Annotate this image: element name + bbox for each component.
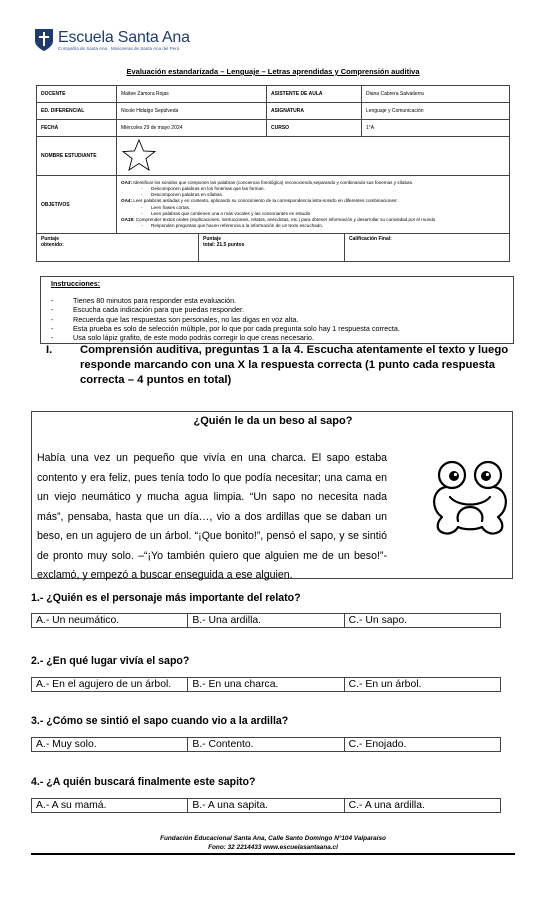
oa3-sub1: Descomponen palabras en los fonemas que las forman. [151,185,265,191]
curso-value: 1°A [362,120,510,137]
asignatura-value: Lenguaje y Comunicación [362,103,510,120]
objetivos-label: OBJETIVOS [37,176,117,234]
ed-label: ED. DIFERENCIAL [37,103,117,120]
oa18-code: OA18: [121,216,135,222]
asistente-label: ASISTENTE DE AULA [267,86,362,103]
section-text: Comprensión auditiva, preguntas 1 a la 4. Escucha atentamente el texto y luego responde marcando con una X la respuesta correcta (1 punto cada respuesta correcta – 4 puntos en total) [80,344,509,386]
answer-option[interactable]: C.- En un árbol. [344,678,500,692]
nombre-field[interactable] [117,137,510,176]
puntaje-total-label-2: total: 21.5 puntos [203,242,245,248]
answers-2 [31,677,501,692]
school-logo [34,28,234,54]
list-item: - Recuerda que las respuestas son personales, no las digas en voz alta. [51,314,299,324]
oa18-sub1: Responden preguntas que hacen referencia a la información de un texto escuchado. [151,223,324,229]
puntaje-total [199,234,345,262]
answers-1 [31,613,501,628]
asistente-value: Diana Cabrera Salvatierra [362,86,510,103]
question-2: 2.- ¿En qué lugar vivía el sapo? [31,655,190,667]
oa4-text: Leer palabras aisladas y en contexto, aplicando su conocimiento de la correspondencia letra-sonido en diferentes combinaciones: [133,198,398,204]
asignatura-label: ASIGNATURA [267,103,362,120]
ed-value: Nicole Hidalgo Sepúlveda [117,103,267,120]
answers-4 [31,798,501,813]
answer-option[interactable]: A.- Un neumático. [32,614,188,628]
answer-option[interactable]: A.- Muy solo. [32,738,188,752]
answer-option[interactable]: C.- Enojado. [344,738,500,752]
answer-option[interactable]: A.- A su mamá. [32,799,188,813]
story-title: ¿Quién le da un beso al sapo? [193,415,353,427]
fecha-value: Miércoles 29 de mayo 2024 [117,120,267,137]
answers-3 [31,737,501,752]
docente-value: Maitee Zamora Rojas [117,86,267,103]
calificacion-label: Calificación Final: [349,236,392,242]
question-3: 3.- ¿Cómo se sintió el sapo cuando vio a la ardilla? [31,715,289,727]
objetivos-list: OA3: Identificar los sonidos que componen las palabras (conciencia fonológica) reconociendo,separando y combinando sus fonemas y sílabas. - Descomponen palabras en los fonemas que las forman. - Descomponen palabras en sílabas. OA4: Leer palabras aisladas y en contexto, aplicando su conocimiento de la correspondencia letra-sonido en diferentes combinaciones: - Leen frases cortas. - Leen palabras que contienen una o más vocales y las consonantes en estudio OA18: Comprender textos orales (explicaciones, instrucciones, relatos, anécdotas, etc.) para obtener información y desarrollar su curiosidad por el mundo - Responden preguntas que hacen referencia a la información de un texto escuchado. [117,176,510,234]
puntaje-obtenido-label-1: Puntaje [41,236,60,242]
answer-option[interactable]: B.- En una charca. [188,678,344,692]
instructions-title: Instrucciones: [51,279,101,288]
list-item: - Esta prueba es solo de selección múltiple, por lo que por cada pregunta solo hay 1 respuesta correcta. [51,323,400,333]
answer-option[interactable]: A.- En el agujero de un árbol. [32,678,188,692]
oa4-code: OA4: [121,198,132,204]
school-name: Escuela Santa Ana [58,29,190,46]
curso-label: CURSO [267,120,362,137]
instructions-box [40,276,514,344]
star-icon [121,139,157,171]
nombre-label: NOMBRE ESTUDIANTE [37,137,117,176]
question-4: 4.- ¿A quién buscará finalmente este sapito? [31,776,256,788]
fecha-label: FECHA [37,120,117,137]
footer-contact: Fono: 32 2214433 www.escuelasantaana.cl [208,844,338,851]
answer-option[interactable]: B.- Contento. [188,738,344,752]
frog-illustration-icon [428,457,512,539]
shield-icon [34,28,54,52]
section-number: I. [46,344,53,356]
oa3-code: OA3: [121,179,132,185]
puntaje-obtenido-label-2: obtenido: [41,242,64,248]
answer-option[interactable]: B.- Una ardilla. [188,614,344,628]
footer-address: Fundación Educacional Santa Ana, Calle Santo Domingo N°104 Valparaíso [160,835,386,842]
footer-divider [31,853,515,855]
list-item: - Escucha cada indicación para que puedas responder. [51,305,245,315]
school-subtitle: Compañía de Santa Ana · Misioneras de Santa Ana del Perú [58,46,180,51]
list-item: - Usa solo lápiz grafito, de este modo podrás corregir lo que creas necesario. [51,333,314,343]
document-title: Evaluación estandarizada – Lenguaje – Letras aprendidas y Comprensión auditiva [126,67,420,76]
answer-option[interactable]: C.- A una ardilla. [344,799,500,813]
story-box [31,411,513,579]
oa4-sub2: Leen palabras que contienen una o más vocales y las consonantes en estudio [151,210,311,216]
docente-label: DOCENTE [37,86,117,103]
oa3-sub2: Descomponen palabras en sílabas. [151,192,224,198]
instructions-list [51,296,503,342]
list-item: - Tienes 80 minutos para responder esta evaluación. [51,296,237,305]
answer-option[interactable]: B.- A una sapita. [188,799,344,813]
score-table [36,233,510,262]
puntaje-total-label-1: Puntaje [203,236,222,242]
oa18-text: Comprender textos orales (explicaciones, instrucciones, relatos, anécdotas, etc.) para obtener información y desarrollar su curiosidad por el mundo [135,216,436,222]
calificacion-final[interactable] [345,234,510,262]
puntaje-obtenido[interactable] [37,234,199,262]
answer-option[interactable]: C.- Un sapo. [344,614,500,628]
story-text: Había una vez un pequeño que vivía en una charca. El sapo estaba contento y era feliz, pues tenía todo lo que podía necesitar; una cama en un viejo neumático y mucha agua limpia. “Un sapo no necesita nada más”, pensaba, hasta que un día…, vio a dos ardillas que se daban un beso, en un agujero de un árbol. “¡Que bonito!”, pensó el sapo, y se sintió de pronto muy solo. –“¡Yo también quiero que alguien me de un beso!”- exclamó, y empezó a buscar enseguida a ese alguien. [37,452,387,581]
info-table [36,85,510,234]
oa4-sub1: Leen frases cortas. [151,204,191,210]
oa3-text: Identificar los sonidos que componen las palabras (conciencia fonológica) reconociendo,separando y combinando sus fonemas y sílabas. [133,179,414,185]
question-1: 1.- ¿Quién es el personaje más importante del relato? [31,592,301,604]
